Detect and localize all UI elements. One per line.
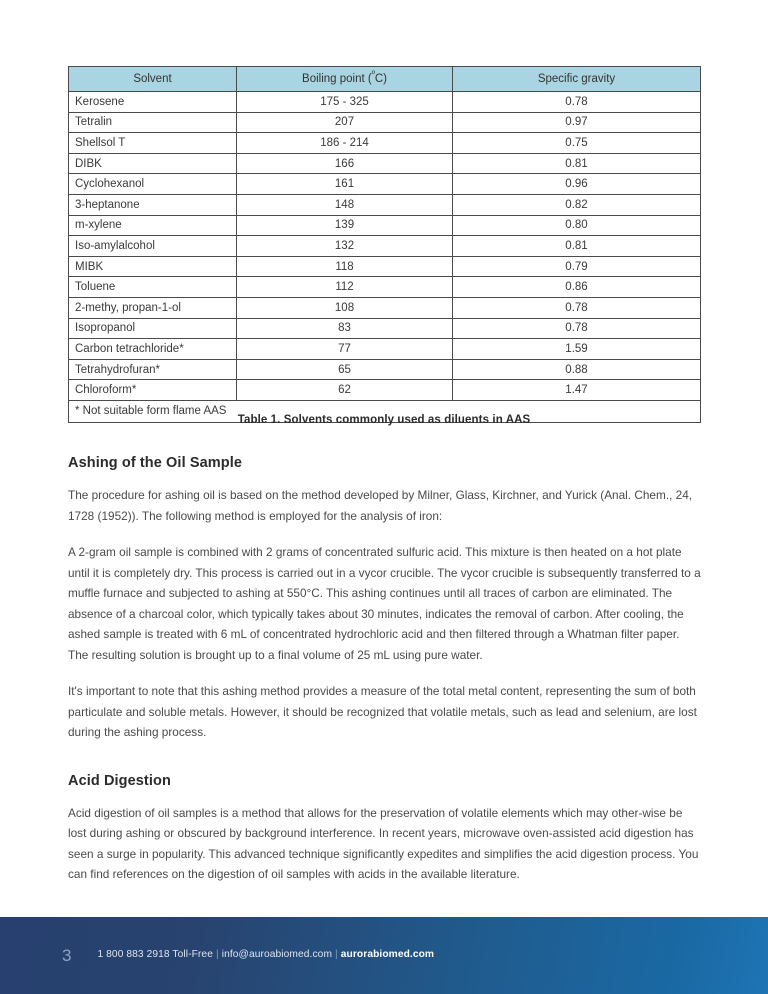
cell-solvent: 2-methy, propan-1-ol [69, 297, 237, 318]
body-paragraph: The procedure for ashing oil is based on the method developed by Milner, Glass, Kirchner, and Yurick (Anal. Chem., 24, 1728 (1952)). The following method is employed for the analysis of iron: [68, 488, 693, 523]
cell-solvent: Tetralin [69, 112, 237, 133]
table-row [69, 153, 701, 174]
column-header-boiling-point [237, 67, 453, 92]
cell-boiling-point: 186 - 214 [237, 133, 453, 154]
cell-specific-gravity: 0.75 [453, 133, 701, 154]
table-row [69, 236, 701, 257]
footer-phone: 1 800 883 2918 Toll-Free [97, 949, 213, 961]
cell-boiling-point: 161 [237, 174, 453, 195]
footer-separator-2: | [335, 949, 338, 961]
cell-solvent: Kerosene [69, 92, 237, 113]
cell-solvent: DIBK [69, 153, 237, 174]
table-row [69, 318, 701, 339]
body-paragraph: It's important to note that this ashing method provides a measure of the total metal content, representing the sum of both particulate and soluble metals. However, it should be recognized that volatile metals, such as lead and selenium, are lost during the ashing process. [68, 684, 697, 739]
column-header-specific-gravity: Specific gravity [453, 67, 701, 92]
cell-specific-gravity: 0.86 [453, 277, 701, 298]
table-row [69, 174, 701, 195]
cell-solvent: Iso-amylalcohol [69, 236, 237, 257]
table-row [69, 215, 701, 236]
page-number: 3 [62, 946, 72, 965]
footer-contact-line [97, 950, 434, 960]
footer-separator-1: | [215, 949, 219, 961]
table-row [69, 339, 701, 360]
table-row [69, 133, 701, 154]
table-row [69, 277, 701, 298]
table-caption: Table 1. Solvents commonly used as diluents in AAS [237, 414, 531, 426]
cell-specific-gravity: 0.78 [453, 318, 701, 339]
cell-boiling-point: 175 - 325 [237, 92, 453, 113]
solvents-table-container [68, 66, 700, 426]
page-footer [0, 917, 768, 994]
cell-boiling-point: 62 [237, 380, 453, 401]
cell-specific-gravity: 0.78 [453, 92, 701, 113]
cell-solvent: MIBK [69, 256, 237, 277]
cell-boiling-point: 83 [237, 318, 453, 339]
cell-specific-gravity: 0.80 [453, 215, 701, 236]
table-row [69, 112, 701, 133]
table-footnote: * Not suitable form flame AAS [69, 400, 701, 422]
boiling-point-prefix: Boiling point ( [302, 73, 372, 85]
cell-boiling-point: 112 [237, 277, 453, 298]
body-paragraph: A 2-gram oil sample is combined with 2 grams of concentrated sulfuric acid. This mixture is then heated on a hot plate until it is completely dry. This process is carried out in a vycor crucible. The vycor crucible is subsequently transferred to a muffle furnace and subjected to ashing at 550°C. This ashing continues until all traces of carbon are eliminated. The absence of a charcoal color, which typically takes about 30 minutes, indicates the removal of carbon. After cooling, the ashed sample is treated with 6 mL of concentrated hydrochloric acid and then filtered through a Whatman filter paper. The resulting solution is brought up to a final volume of 25 mL using pure water. [68, 545, 701, 662]
cell-boiling-point: 132 [237, 236, 453, 257]
cell-solvent: Carbon tetrachloride* [69, 339, 237, 360]
cell-specific-gravity: 0.96 [453, 174, 701, 195]
table-row [69, 359, 701, 380]
table-row [69, 297, 701, 318]
cell-solvent: m-xylene [69, 215, 237, 236]
cell-specific-gravity: 0.88 [453, 359, 701, 380]
table-row [69, 380, 701, 401]
table-row [69, 194, 701, 215]
cell-solvent: Shellsol T [69, 133, 237, 154]
cell-specific-gravity: 0.78 [453, 297, 701, 318]
table-header [69, 67, 701, 92]
cell-specific-gravity: 1.59 [453, 339, 701, 360]
cell-boiling-point: 207 [237, 112, 453, 133]
cell-boiling-point: 65 [237, 359, 453, 380]
solvents-table [68, 66, 701, 423]
document-body [68, 455, 701, 885]
cell-solvent: Cyclohexanol [69, 174, 237, 195]
table-body [69, 92, 701, 423]
cell-boiling-point: 118 [237, 256, 453, 277]
table-header-row [69, 67, 701, 92]
footer-website[interactable]: aurorabiomed.com [340, 949, 435, 961]
table-row [69, 256, 701, 277]
cell-boiling-point: 166 [237, 153, 453, 174]
boiling-point-suffix: C) [374, 73, 387, 85]
cell-boiling-point: 77 [237, 339, 453, 360]
degree-icon: º [371, 69, 375, 80]
section-heading: Ashing of the Oil Sample [68, 455, 242, 471]
table-row [69, 92, 701, 113]
cell-boiling-point: 148 [237, 194, 453, 215]
section-heading: Acid Digestion [68, 772, 171, 789]
cell-solvent: Chloroform* [69, 380, 237, 401]
cell-specific-gravity: 1.47 [453, 380, 701, 401]
cell-specific-gravity: 0.79 [453, 256, 701, 277]
column-header-solvent: Solvent [69, 67, 237, 92]
body-paragraph: Acid digestion of oil samples is a method that allows for the preservation of volatile elements which may other-wise be lost during ashing or obscured by background interference. In recent years, microwave oven-assisted acid digestion has seen a surge in popularity. This advanced technique significantly expedites and simplifies the acid digestion process. You can find references on the digestion of oil samples with acids in the available literature. [68, 805, 699, 881]
cell-specific-gravity: 0.81 [453, 236, 701, 257]
cell-specific-gravity: 0.97 [453, 112, 701, 133]
cell-solvent: 3-heptanone [69, 194, 237, 215]
cell-boiling-point: 139 [237, 215, 453, 236]
cell-boiling-point: 108 [237, 297, 453, 318]
cell-specific-gravity: 0.81 [453, 153, 701, 174]
cell-solvent: Toluene [69, 277, 237, 298]
cell-solvent: Tetrahydrofuran* [69, 359, 237, 380]
footer-email[interactable]: info@auroabiomed.com [221, 949, 333, 961]
cell-solvent: Isopropanol [69, 318, 237, 339]
cell-specific-gravity: 0.82 [453, 194, 701, 215]
